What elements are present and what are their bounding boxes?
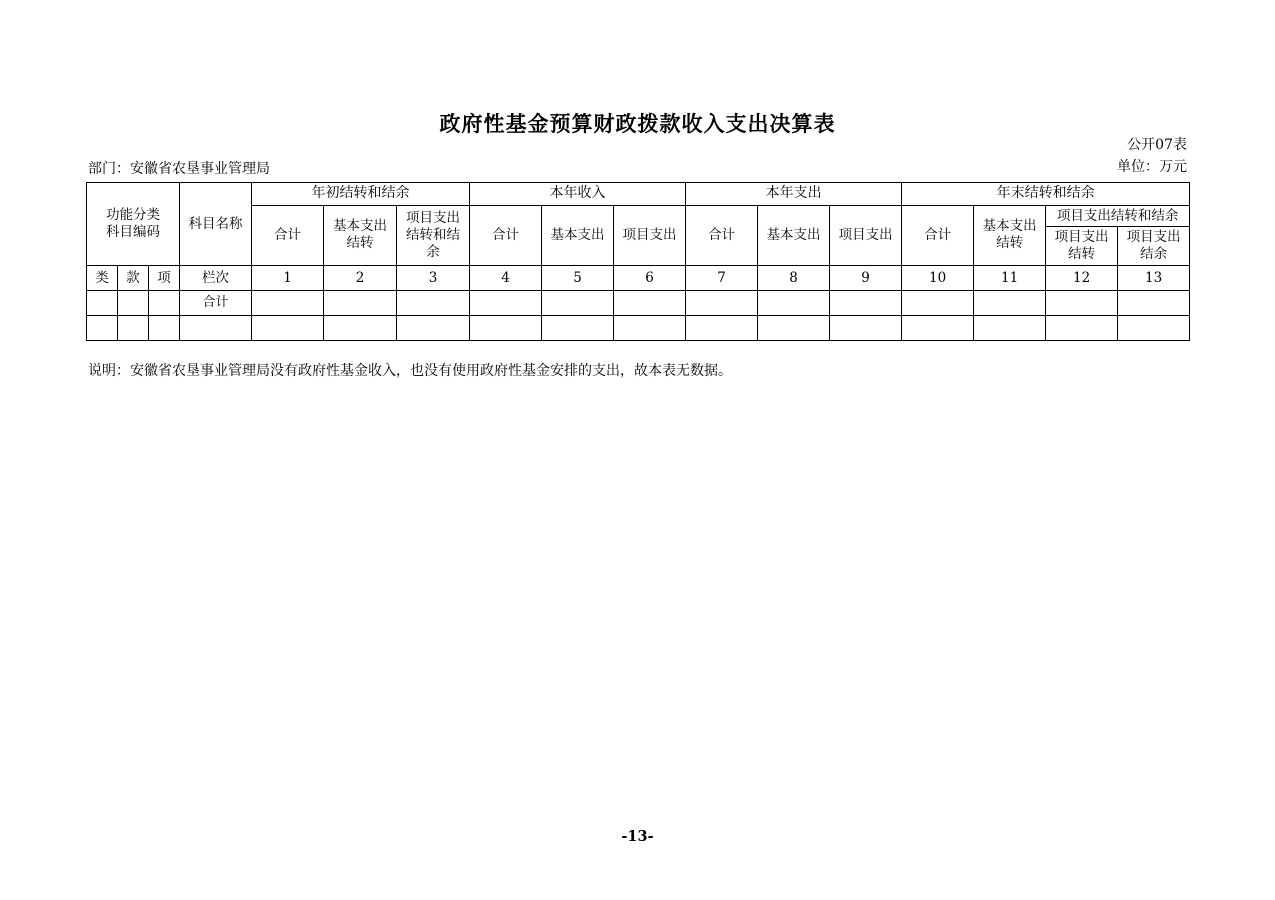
header-group-expense: 本年支出 [686,183,902,206]
cell-value [1046,291,1118,316]
cell-section [118,291,149,316]
header-subject-name: 科目名称 [180,183,252,266]
cell-value [470,316,542,341]
header-group-begin: 年初结转和结余 [252,183,470,206]
cell-value [974,291,1046,316]
header-begin-total: 合计 [252,205,324,266]
cell-value [614,316,686,341]
cell-value [758,316,830,341]
header-section: 款 [118,266,149,291]
table-header-group-row [87,183,1190,206]
cell-value [397,316,470,341]
cell-item [149,316,180,341]
cell-subject-name: 合计 [180,291,252,316]
cell-value [397,291,470,316]
header-begin-basic-carry [324,205,397,266]
header-expense-project: 项目支出 [830,205,902,266]
cell-value [324,316,397,341]
cell-value [830,291,902,316]
header-func-class-code-line2: 科目编码 [106,224,160,241]
form-number: 公开07表 [1127,137,1187,153]
cell-value [1118,291,1190,316]
header-end-basic-carry-l1: 基本支出 [982,218,1037,235]
cell-value [974,316,1046,341]
header-end-total: 合计 [902,205,974,266]
header-end-basic-carry-l2: 结转 [996,235,1024,252]
column-number: 11 [974,266,1046,291]
cell-value [542,316,614,341]
header-group-income: 本年收入 [470,183,686,206]
header-begin-basic-carry-l2: 结转 [346,235,374,252]
header-end-project-carry-l1: 项目支出 [1054,229,1109,246]
table-row [87,316,1190,341]
column-number: 2 [324,266,397,291]
header-end-basic-carry [974,205,1046,266]
page-number: -13- [621,828,654,845]
header-end-project-surplus-l2: 结余 [1140,246,1168,263]
cell-value [324,291,397,316]
column-number: 3 [397,266,470,291]
cell-value [902,316,974,341]
header-begin-project-carry-surplus-l1: 项目支出 [406,210,461,226]
header-expense-total: 合计 [686,205,758,266]
unit-label: 单位：万元 [1117,159,1187,175]
cell-value [252,316,324,341]
cell-value [686,291,758,316]
column-number: 9 [830,266,902,291]
header-func-class-code-line1: 功能分类 [106,207,160,224]
budget-table [86,182,1190,341]
table-header-sub-row [87,205,1190,227]
cell-value [830,316,902,341]
column-number: 1 [252,266,324,291]
cell-value [614,291,686,316]
column-number: 4 [470,266,542,291]
header-expense-basic: 基本支出 [758,205,830,266]
header-column-label: 栏次 [180,266,252,291]
cell-value [1046,316,1118,341]
cell-value [252,291,324,316]
cell-class [87,291,118,316]
column-number: 6 [614,266,686,291]
table-column-number-row [87,266,1190,291]
table-row [87,291,1190,316]
header-func-class-code [87,183,180,266]
cell-value [686,316,758,341]
header-end-project-surplus [1118,227,1190,266]
column-number: 5 [542,266,614,291]
header-begin-project-carry-surplus-l3: 余 [426,243,440,260]
header-class: 类 [87,266,118,291]
header-begin-project-carry-surplus-l2: 结转和结 [406,226,461,243]
cell-item [149,291,180,316]
column-number: 10 [902,266,974,291]
table-note: 说明：安徽省农垦事业管理局没有政府性基金收入，也没有使用政府性基金安排的支出，故本表无数据。 [88,363,732,379]
header-item: 项 [149,266,180,291]
cell-value [470,291,542,316]
header-begin-project-carry-surplus [397,205,470,266]
header-income-basic: 基本支出 [542,205,614,266]
header-end-project-carry [1046,227,1118,266]
cell-value [1118,316,1190,341]
page-title: 政府性基金预算财政拨款收入支出决算表 [439,111,836,136]
cell-section [118,316,149,341]
header-income-total: 合计 [470,205,542,266]
header-income-project: 项目支出 [614,205,686,266]
header-end-project-carry-l2: 结转 [1068,246,1096,263]
column-number: 13 [1118,266,1190,291]
header-group-end: 年末结转和结余 [902,183,1190,206]
department-label: 部门：安徽省农垦事业管理局 [88,161,270,177]
header-end-project-group: 项目支出结转和结余 [1046,205,1190,227]
header-end-project-surplus-l1: 项目支出 [1126,229,1181,246]
cell-class [87,316,118,341]
column-number: 12 [1046,266,1118,291]
column-number: 8 [758,266,830,291]
cell-value [542,291,614,316]
cell-subject-name [180,316,252,341]
header-begin-basic-carry-l1: 基本支出 [333,218,387,235]
cell-value [758,291,830,316]
column-number: 7 [686,266,758,291]
cell-value [902,291,974,316]
